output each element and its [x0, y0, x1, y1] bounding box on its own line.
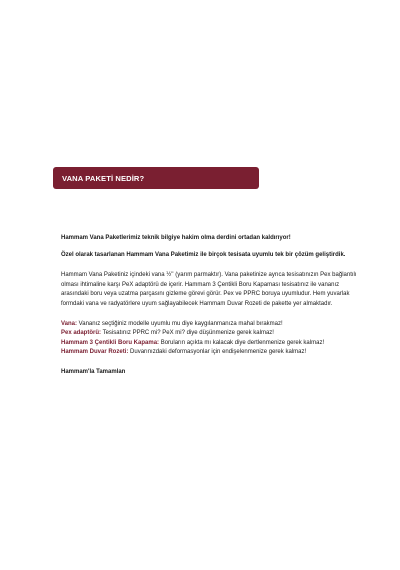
feature-item-boru-kapama: [61, 339, 361, 349]
body-paragraph: Hammam Vana Paketiniz içindeki vana ½'' (yarım parmaktır). Vana paketinize ayrıca tesisatınızın Pex bağlantılı olması ihtimaline karşı PeX adaptörü de içerir. Hammam 3 Çentikli Boru Kapaması tesisatınız ile vananız arasındaki boru veya uzatma parçasını gizleme görevi görür. Pex ve PPRC boruya uyumludur. Hem yuvarlak formdaki vana ve radyatörlere uyum sağlayabilecek Hammam Duvar Rozeti de pakette yer almaktadır.: [61, 272, 357, 307]
feature-label: Pex adaptörü:: [61, 330, 102, 337]
feature-label: Vana:: [61, 320, 78, 327]
feature-list: [61, 320, 361, 358]
section-banner: [53, 167, 259, 189]
feature-item-duvar-rozeti: [61, 348, 361, 358]
feature-item-pex-adaptor: [61, 329, 361, 339]
intro-paragraph: Hammam Vana Paketlerimiz teknik bilgiye hakim olma derdini ortadan kaldırıyor!: [61, 235, 291, 241]
feature-text: Vananız seçtiğiniz modelle uyumlu mu diye kaygılanmanıza mahal bırakmaz!: [77, 320, 283, 327]
feature-text: Duvarınızdaki deformasyonlar için endişelenmenize gerek kalmaz!: [128, 349, 307, 356]
feature-label: Hammam 3 Çentikli Boru Kapama:: [61, 339, 160, 346]
section-title: VANA PAKETİ NEDİR?: [62, 173, 145, 183]
special-paragraph: Özel olarak tasarlanan Hammam Vana Paketimiz ile birçok tesisata uyumlu tek bir çözüm geliştirdik.: [61, 251, 346, 258]
feature-text: Boruların açıkta mı kalacak diye dertlenmenize gerek kalmaz!: [159, 339, 325, 346]
document-body: [61, 234, 361, 378]
closing-slogan: Hammam'la Tamamlan: [61, 368, 126, 375]
feature-item-vana: [61, 320, 361, 330]
feature-label: Hammam Duvar Rozeti:: [61, 349, 129, 356]
feature-text: Tesisatınız PPRC mi? PeX mi? diye düşünmenize gerek kalmaz!: [101, 330, 274, 337]
